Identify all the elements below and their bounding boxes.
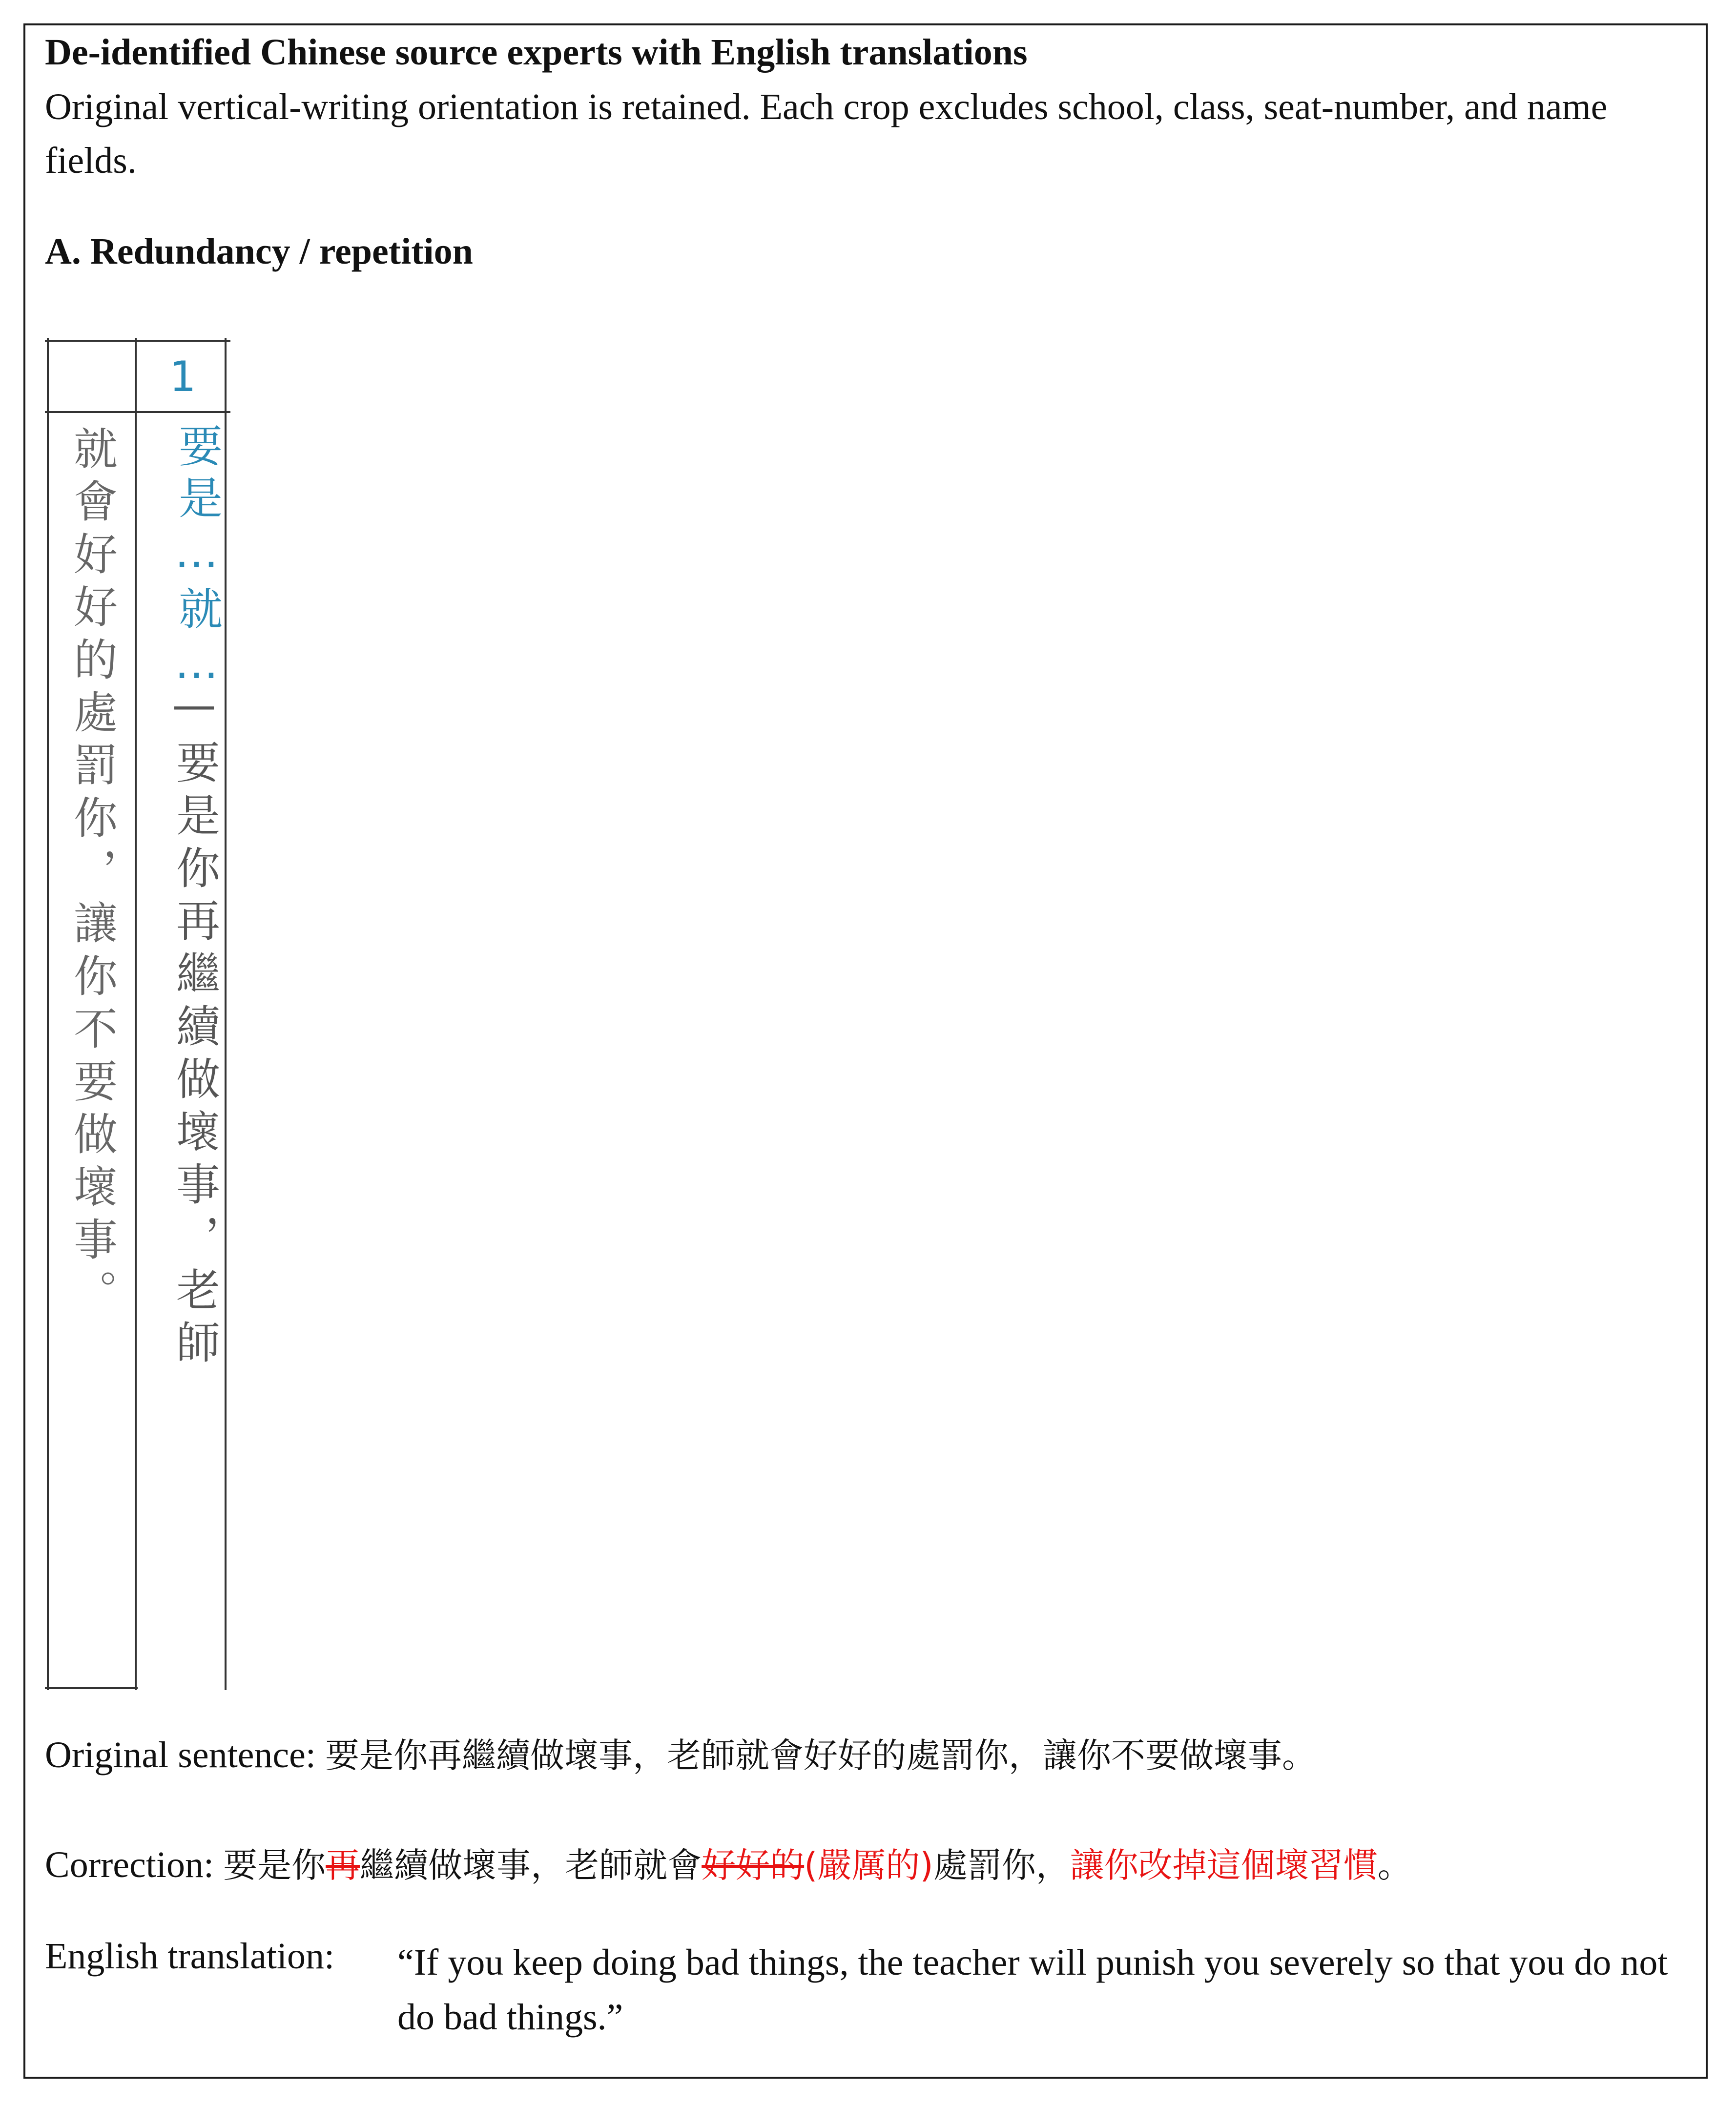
document-frame bbox=[23, 23, 1708, 2079]
correction-text bbox=[223, 1845, 1412, 1885]
correction-deleted-word: 再 bbox=[326, 1845, 360, 1885]
document-title: De-identified Chinese source experts with English translations bbox=[45, 32, 1028, 73]
original-sentence-label: Original sentence: bbox=[45, 1734, 316, 1776]
translation-text: “If you keep doing bad things, the teacher will punish you severely so that you do not do bad things.” bbox=[397, 1942, 1668, 2038]
correction-deleted-phrase: 好好的 bbox=[702, 1845, 805, 1885]
item-number: 1 bbox=[169, 352, 196, 401]
correction-replaced-clause: 讓你改掉這個壞習慣 bbox=[1070, 1845, 1378, 1885]
correction-part2: 繼續做壞事，老師就會 bbox=[360, 1845, 702, 1885]
correction-part1: 要是你 bbox=[223, 1845, 326, 1885]
teacher-blue-annotation: 要是…就… bbox=[171, 423, 222, 697]
correction-end: 。 bbox=[1377, 1845, 1412, 1885]
handwritten-excerpt bbox=[45, 338, 230, 1690]
original-sentence-row bbox=[45, 1728, 1316, 1777]
correction-inserted-phrase: (嚴厲的) bbox=[804, 1845, 933, 1885]
handwritten-column-left: 就會好好的處罰你，讓你不要做壞事。 bbox=[66, 426, 117, 1322]
correction-label: Correction: bbox=[45, 1844, 214, 1885]
translation-label: English translation: bbox=[45, 1936, 335, 1977]
handwritten-column-right: —要是你再繼續做壞事，老師 bbox=[168, 680, 220, 1372]
correction-part3: 處罰你， bbox=[933, 1845, 1070, 1885]
intro-text: Original vertical-writing orientation is retained. Each crop excludes school, class, seat-number, and name fields. bbox=[45, 86, 1608, 181]
original-sentence-text: 要是你再繼續做壞事，老師就會好好的處罰你，讓你不要做壞事。 bbox=[325, 1735, 1317, 1776]
section-heading: A. Redundancy / repetition bbox=[45, 231, 473, 272]
correction-row bbox=[45, 1838, 1412, 1887]
